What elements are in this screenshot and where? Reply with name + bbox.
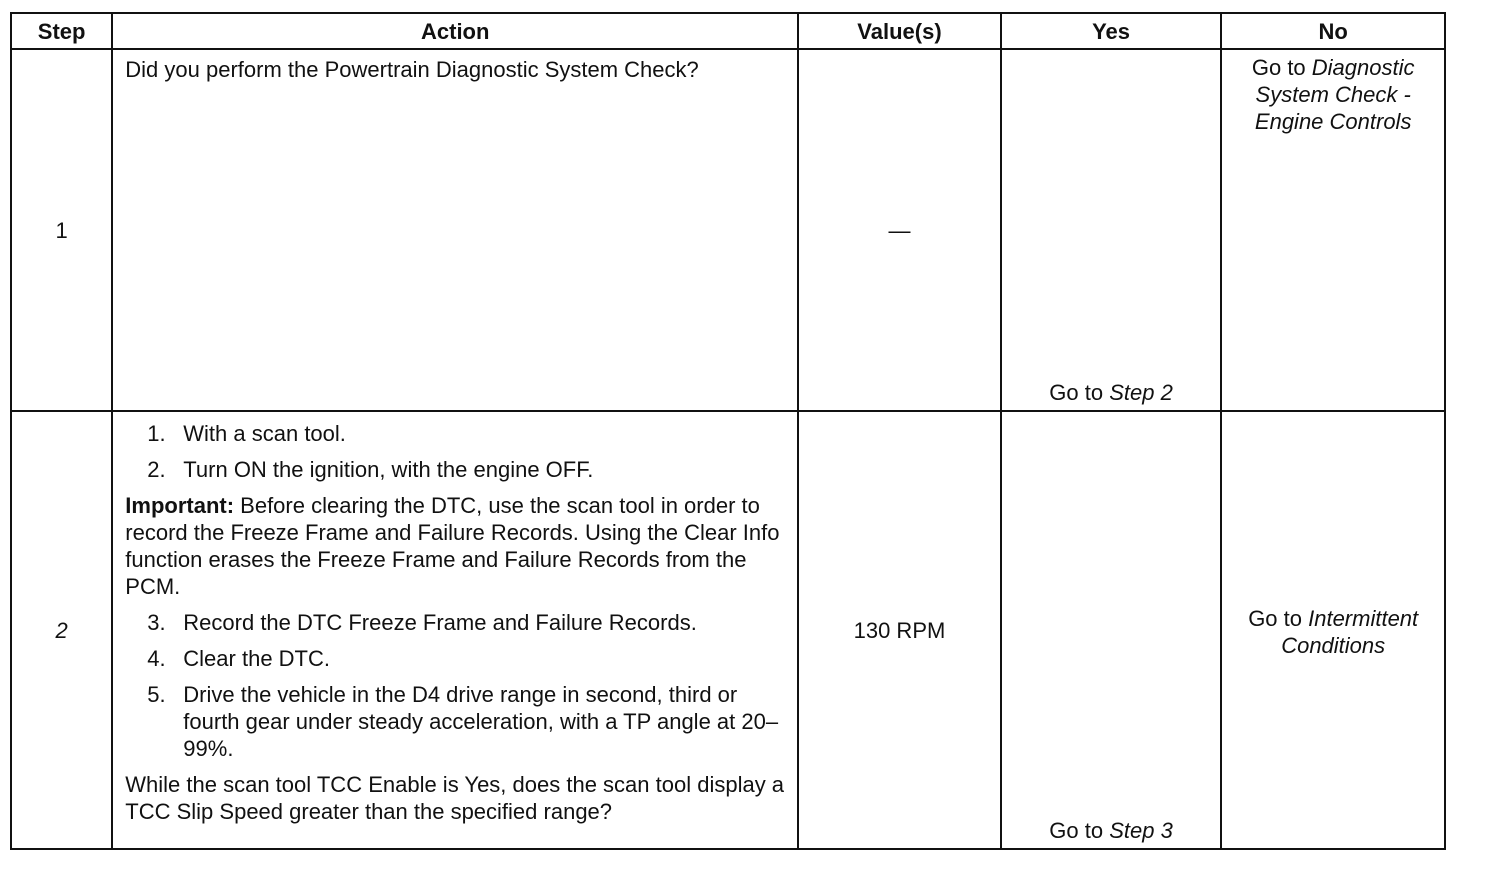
item-text: Record the DTC Freeze Frame and Failure Records.	[183, 610, 697, 635]
step-number-1: 1	[11, 49, 112, 411]
action-question-2: While the scan tool TCC Enable is Yes, does the scan tool display a TCC Slip Speed greater than the specified range?	[125, 772, 785, 824]
no-instruction-2	[1222, 601, 1444, 659]
action-item-2	[147, 456, 787, 483]
table-header	[11, 13, 1445, 49]
important-note	[125, 492, 787, 600]
yes-prefix-2: Go to	[1049, 818, 1110, 843]
header-row	[11, 13, 1445, 49]
item-text: Drive the vehicle in the D4 drive range in second, third or fourth gear under steady acceleration, with a TP angle at 20–99%.	[183, 682, 779, 761]
action-item-1	[147, 420, 787, 447]
table-body	[11, 49, 1445, 849]
yes-instruction-2	[1002, 817, 1221, 848]
header-values: Value(s)	[798, 13, 1001, 49]
diagnostic-table	[10, 12, 1446, 850]
action-cell-2	[112, 411, 798, 849]
item-number: 1.	[147, 421, 166, 446]
value-cell-2: 130 RPM	[798, 411, 1001, 849]
no-instruction-1	[1222, 50, 1444, 135]
yes-cell-2	[1001, 411, 1222, 849]
action-cell-1	[112, 49, 798, 411]
header-step: Step	[11, 13, 112, 49]
table-row-step-1	[11, 49, 1445, 411]
step-number-2: 2	[55, 617, 68, 643]
item-number: 2.	[147, 457, 166, 482]
important-text: Before clearing the DTC, use the scan tool in order to record the Freeze Frame and Failure Records. Using the Clear Info function erases the Freeze Frame and Failure Records from the PCM.	[125, 493, 780, 599]
no-link-intermittent-conditions[interactable]: Intermittent Conditions	[1281, 606, 1419, 658]
item-number: 5.	[147, 682, 166, 707]
yes-instruction-1	[1002, 379, 1221, 410]
table-row-step-2	[11, 411, 1445, 849]
action-content-2	[113, 412, 797, 831]
header-no: No	[1221, 13, 1445, 49]
action-item-3	[147, 609, 787, 636]
yes-link-step-2[interactable]: Step 2	[1109, 380, 1173, 405]
action-item-4	[147, 645, 787, 672]
item-number: 3.	[147, 610, 166, 635]
step-number-2-cell	[11, 411, 112, 849]
header-yes: Yes	[1001, 13, 1222, 49]
item-number: 4.	[147, 646, 166, 671]
item-text: Clear the DTC.	[183, 646, 330, 671]
item-text: With a scan tool.	[183, 421, 346, 446]
no-cell-2	[1221, 411, 1445, 849]
important-label: Important:	[125, 493, 235, 518]
yes-link-step-3[interactable]: Step 3	[1109, 818, 1173, 843]
action-text-1: Did you perform the Powertrain Diagnostic System Check?	[125, 57, 699, 82]
no-cell-1	[1221, 49, 1445, 411]
header-action: Action	[112, 13, 798, 49]
no-link-diagnostic-system-check[interactable]: Diagnostic System Check - Engine Controls	[1254, 55, 1415, 134]
yes-prefix-1: Go to	[1049, 380, 1110, 405]
no-prefix-1: Go to	[1251, 55, 1312, 80]
item-text: Turn ON the ignition, with the engine OFF.	[183, 457, 594, 482]
action-item-5	[147, 681, 787, 762]
yes-cell-1	[1001, 49, 1222, 411]
no-prefix-2: Go to	[1248, 606, 1309, 631]
value-cell-1: —	[798, 49, 1001, 411]
